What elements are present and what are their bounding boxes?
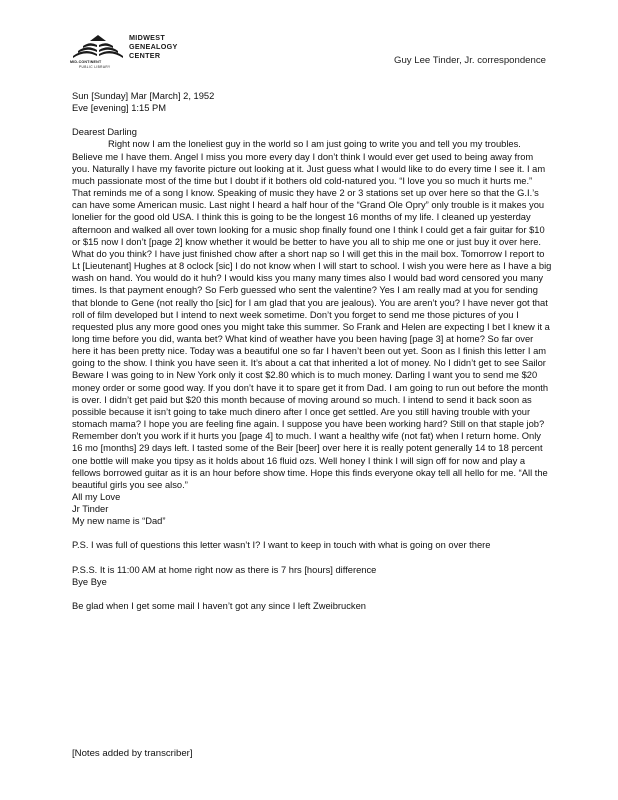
library-logo (70, 32, 210, 76)
letter-time: Eve [evening] 1:15 PM (72, 103, 167, 114)
transcriber-note: [Notes added by transcriber] (72, 748, 193, 759)
letter-paragraph: Right now I am the loneliest guy in the world so I am just going to write you and tell you my troubles. Believe me I have them. Angel I miss you more every day I don’t think I would ever get used to being away from you. Naturally I have my favorite picture out looking at it. Just guess what I would like to do every time I see it. I am much passionate most of the time but I doubt if it bothers old cold-natured you. “I love you so much it hurts me.” That reminds me of a song I know. Speaking of music they have 2 or 3 stations set up over here so that the G.I.’s can have some American music. Last night I heard a half hour of the “Grand Ole Opry” only trouble is it makes you lonelier for the good old USA. I think this is going to be the longest 16 months of my life. I cleaned up yesterday afternoon and walked all over town looking for a music shop finally found one I think I could get a fair guitar for $10 or $15 now I don’t [page 2] know whether it would be better to have you all to ship me one or just buy it over here. What do you think? I have just finished chow after a short nap so I will get this in the mail box. Tomorrow I report to Lt [Lieutenant] Hughes at 8 oclock [sic] I do not know when I will start to school. I wish you were here as I have a big wash on hand. You would do it huh? I would kiss you many many times also I would bad word censored you many times. Is that payment enough? So Ferb guessed who sent the valentine? Yes I am really mad at you for sending that blonde to Gene (not really tho [sic] for I am glad that you are jealous). You are aren’t you? I have never got that roll of film developed but I intend to next week sometime. Don’t you forget to send me those pictures of you I requested plus any more good ones you might take this summer. So Frank and Helen are expecting I bet I knew it a long time before you did, wanta bet? What kind of weather have you been having [page 3] at home? So far over here it has been pretty nice. Today was a beautiful one so far I haven’t been out yet. Soon as I finish this letter I am going to the show. I think you have seen it. It’s about a cat that inherited a lot of money. No I didn’t get to see Sailor Beware I was going to in New York only it cost $2.80 which is to much money. Darling I want you to send me $20 money order or some good way. If you don’t have it to spare get it from Dad. I am going to run out before the month is over. I didn’t get paid but $20 this month because of moving around so much. I intend to send it back soon as possible because it isn’t going to take much dinero after I once get settled. Are you still having trouble with your stomach mama? I hope you are feeling fine again. I suppose you have been working hard? Still on that staple job? Remember don’t you work if it hurts you [page 4] to much. I want a healthy wife (not fat) when I return home. Only 16 mo [months] 29 days left. I tasted some of the Beir [beer] over here it is really potent generally 14 to 18 percent one bottle will make you tipsy as it holds about 16 fluid ozs. Well honey I think I will sign off for now and play a fellows borrowed guitar as it is an hour before show time. Hope this finds everyone okay tell all hello for me. “All the beautiful girls you see also.” (72, 139, 552, 490)
final-line: Be glad when I get some mail I haven’t got any since I left Zweibrucken (72, 600, 366, 611)
logo-subtext-1: MID-CONTINENT (70, 60, 102, 64)
signature: Jr Tinder (72, 504, 109, 515)
logo-text-line1: MIDWEST (129, 33, 166, 42)
bye-line: Bye Bye (72, 576, 107, 587)
closing: All my Love (72, 492, 121, 502)
new-name-line: My new name is “Dad” (72, 516, 166, 527)
postscript: P.S. I was full of questions this letter wasn’t I? I want to keep in touch with what is going on over there (72, 540, 491, 551)
logo-subtext-2: PUBLIC LIBRARY (79, 65, 111, 69)
letter-date: Sun [Sunday] Mar [March] 2, 1952 (72, 91, 215, 101)
collection-title: Guy Lee Tinder, Jr. correspondence (394, 55, 546, 66)
postscript-2: P.S.S. It is 11:00 AM at home right now as there is 7 hrs [hours] difference (72, 564, 377, 575)
letter-body (72, 90, 552, 612)
logo-text-line2: GENEALOGY (129, 42, 178, 51)
book-building-icon (70, 32, 126, 60)
logo-text-line3: CENTER (129, 51, 161, 60)
salutation: Dearest Darling (72, 127, 137, 138)
